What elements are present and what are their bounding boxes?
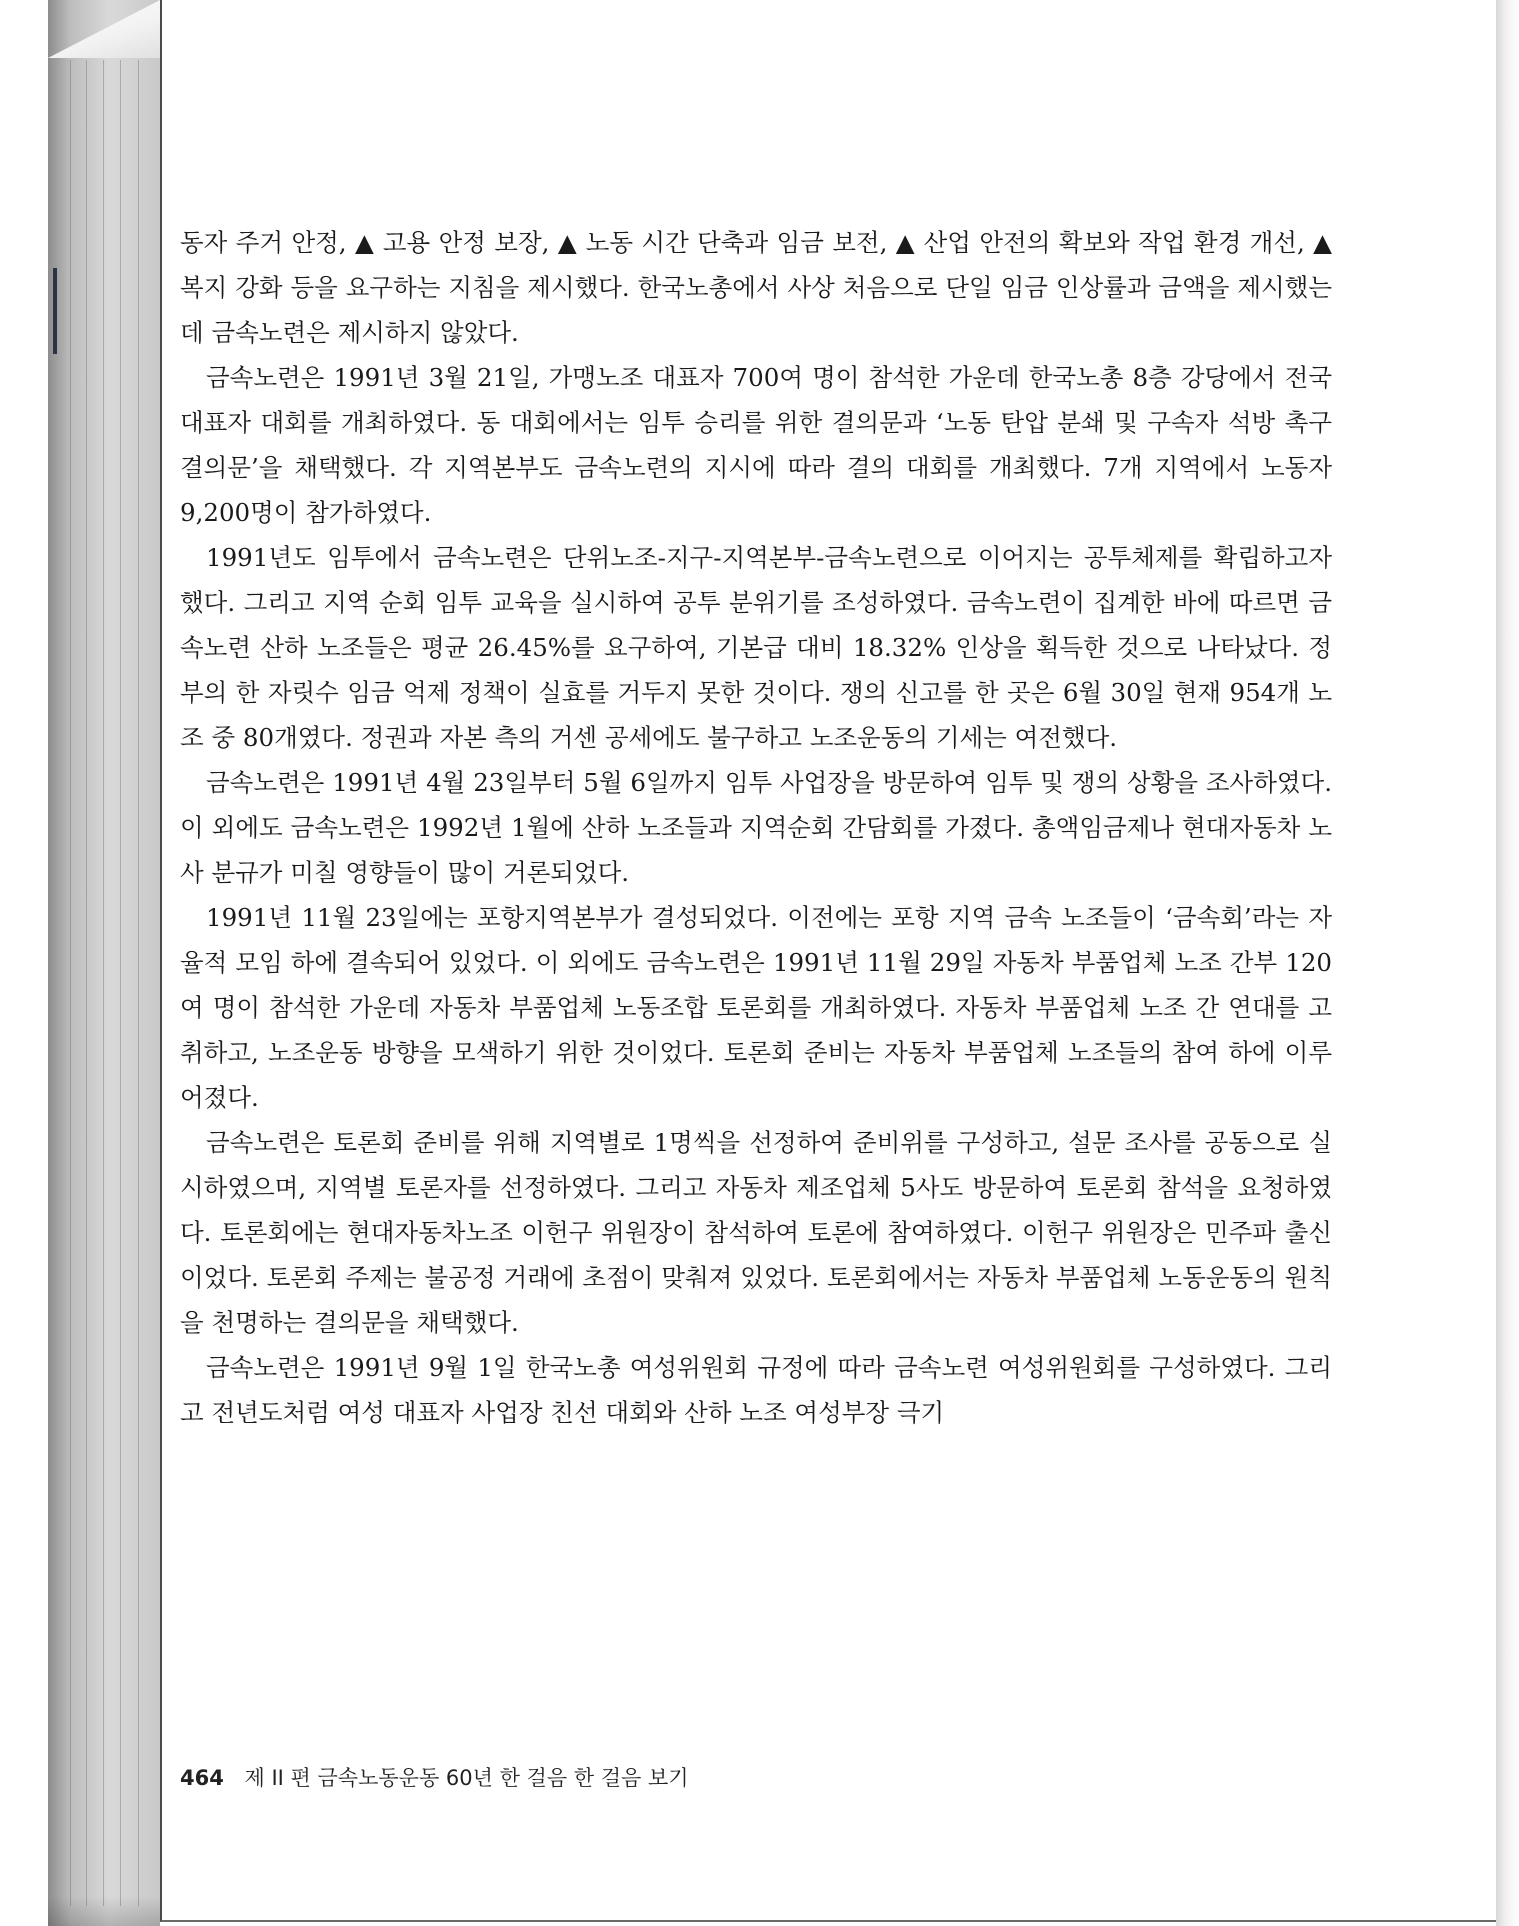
paragraph: 금속노련은 1991년 3월 21일, 가맹노조 대표자 700여 명이 참석한 가운데 한국노총 8층 강당에서 전국 대표자 대회를 개최하였다. 동 대회에서는 임투 승리를 위한 결의문과 ‘노동 탄압 분쇄 및 구속자 석방 촉구 결의문’을 채택했다. 각 지역본부도 금속노련의 지시에 따라 결의 대회를 개최했다. 7개 지역에서 노동자 9,200명이 참가하였다. <box>180 363 1332 527</box>
paragraph: 1991년 11월 23일에는 포항지역본부가 결성되었다. 이전에는 포항 지역 금속 노조들이 ‘금속회’라는 자율적 모임 하에 결속되어 있었다. 이 외에도 금속노련은 1991년 11월 29일 자동차 부품업체 노조 간부 120여 명이 참석한 가운데 자동차 부품업체 노동조합 토론회를 개최하였다. 자동차 부품업체 노조 간 연대를 고취하고, 노조운동 방향을 모색하기 위한 것이었다. 토론회 준비는 자동차 부품업체 노조들의 참여 하에 이루어졌다. <box>180 903 1332 1112</box>
body-text <box>180 220 1332 1435</box>
page-number: 464 <box>180 1766 224 1790</box>
paragraph: 금속노련은 1991년 4월 23일부터 5월 6일까지 임투 사업장을 방문하여 임투 및 쟁의 상황을 조사하였다. 이 외에도 금속노련은 1992년 1월에 산하 노조들과 지역순회 간담회를 가졌다. 총액임금제나 현대자동차 노사 분규가 미칠 영향들이 많이 거론되었다. <box>180 768 1332 887</box>
page-footer <box>180 1762 689 1792</box>
paragraph: 1991년도 임투에서 금속노련은 단위노조-지구-지역본부-금속노련으로 이어지는 공투체제를 확립하고자 했다. 그리고 지역 순회 임투 교육을 실시하여 공투 분위기를 조성하였다. 금속노련이 집계한 바에 따르면 금속노련 산하 노조들은 평균 26.45%를 요구하여, 기본급 대비 18.32% 인상을 획득한 것으로 나타났다. 정부의 한 자릿수 임금 억제 정책이 실효를 거두지 못한 것이다. 쟁의 신고를 한 곳은 6월 30일 현재 954개 노조 중 80개였다. 정권과 자본 측의 거센 공세에도 불구하고 노조운동의 기세는 여전했다. <box>180 543 1332 752</box>
paragraph: 금속노련은 토론회 준비를 위해 지역별로 1명씩을 선정하여 준비위를 구성하고, 설문 조사를 공동으로 실시하였으며, 지역별 토론자를 선정하였다. 그리고 자동차 제조업체 5사도 방문하여 토론회 참석을 요청하였다. 토론회에는 현대자동차노조 이헌구 위원장이 참석하여 토론에 참여하였다. 이헌구 위원장은 민주파 출신이었다. 토론회 주제는 불공정 거래에 초점이 맞춰져 있었다. 토론회에서는 자동차 부품업체 노동운동의 원칙을 천명하는 결의문을 채택했다. <box>180 1128 1332 1337</box>
page-gutter-shadow <box>1496 0 1519 1926</box>
paragraph: 금속노련은 1991년 9월 1일 한국노총 여성위원회 규정에 따라 금속노련 여성위원회를 구성하였다. 그리고 전년도처럼 여성 대표자 사업장 친선 대회와 산하 노조 여성부장 극기 <box>180 1353 1332 1427</box>
book-page-edges <box>48 0 160 1926</box>
book-bottom-shadow <box>48 1896 160 1926</box>
ribbon-marker <box>53 268 57 354</box>
running-title: 제 II 편 금속노동운동 60년 한 걸음 한 걸음 보기 <box>244 1766 689 1790</box>
paragraph: 동자 주거 안정, ▲ 고용 안정 보장, ▲ 노동 시간 단축과 임금 보전, ▲ 산업 안전의 확보와 작업 환경 개선, ▲ 복지 강화 등을 요구하는 지침을 제시했다. 한국노총에서 사상 처음으로 단일 임금 인상률과 금액을 제시했는데 금속노련은 제시하지 않았다. <box>180 228 1332 347</box>
